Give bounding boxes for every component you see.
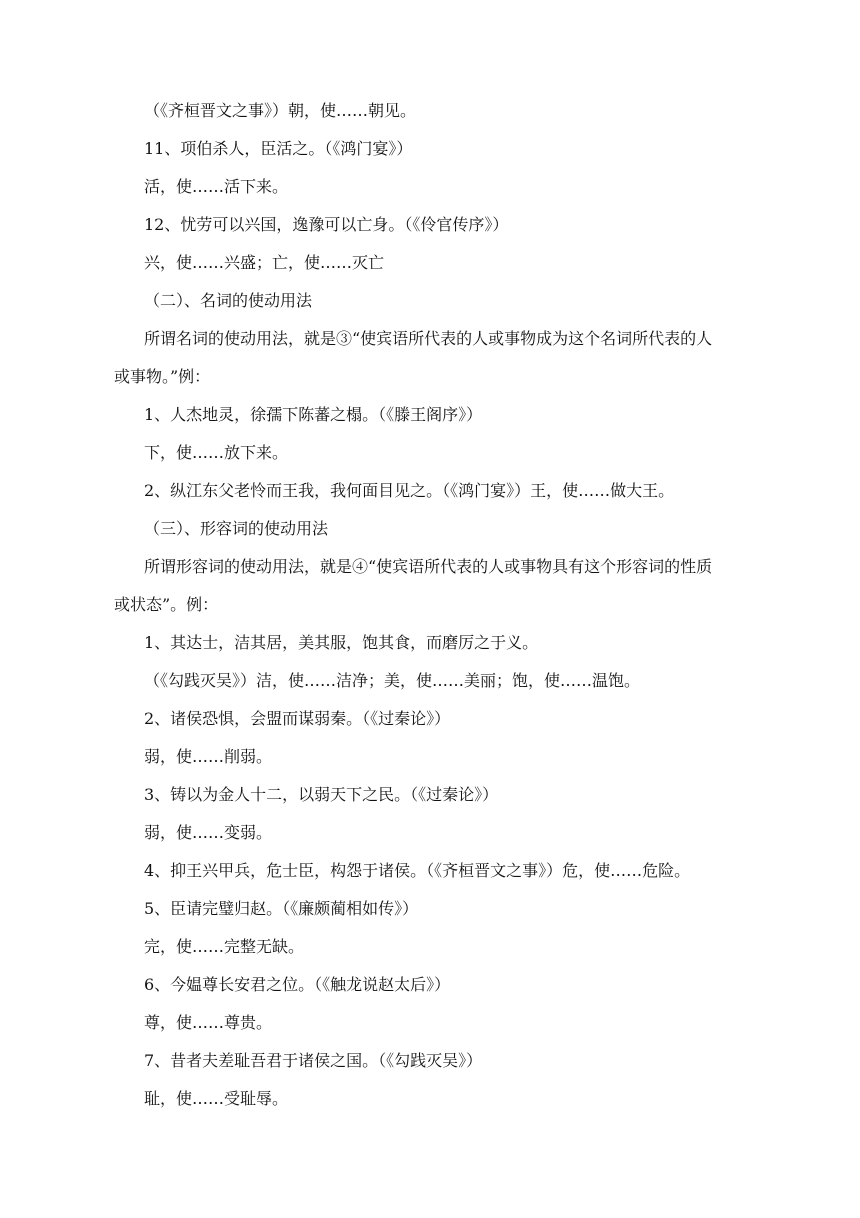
text-line: 2、纵江东父老怜而王我，我何面目见之。（《鸿门宴》）王，使……做大王。 [144,481,675,500]
text-line: 兴，使……兴盛；亡，使……灭亡 [144,253,385,272]
text-line: 弱，使……削弱。 [144,747,273,766]
text-line: （《勾践灭吴》）洁，使……洁净；美，使……美丽；饱，使……温饱。 [144,671,641,690]
text-line: 7、昔者夫差耻吾君于诸侯之国。（《勾践灭吴》） [144,1051,483,1070]
section-heading: （三）、形容词的使动用法 [144,519,329,538]
text-line: 完，使……完整无缺。 [144,937,305,956]
document-body [114,92,754,1118]
text-line: 活，使……活下来。 [144,177,289,196]
text-line: 或事物。”例： [114,367,211,386]
text-line: 6、今媪尊长安君之位。（《触龙说赵太后》） [144,975,451,994]
text-line: （《齐桓晋文之事》）朝，使……朝见。 [144,101,417,120]
text-line: 或状态”。例： [114,595,219,614]
text-line: 5、臣请完璧归赵。（《廉颇蔺相如传》） [144,899,419,918]
text-line: 2、诸侯恐惧，会盟而谋弱秦。（《过秦论》） [144,709,451,728]
text-line: 弱，使……变弱。 [144,823,273,842]
text-line: 下，使……放下来。 [144,443,289,462]
text-line: 1、其达士，洁其居，美其服，饱其食，而磨厉之于义。 [144,633,539,652]
text-line: 所谓形容词的使动用法，就是④“使宾语所代表的人或事物具有这个形容词的性质 [144,557,713,576]
text-line: 4、抑王兴甲兵，危士臣，构怨于诸侯。（《齐桓晋文之事》）危，使……危险。 [144,861,691,880]
text-line: 11、项伯杀人，臣活之。（《鸿门宴》） [144,139,413,158]
text-line: 3、铸以为金人十二，以弱天下之民。（《过秦论》） [144,785,499,804]
section-heading: （二）、名词的使动用法 [144,291,313,310]
text-line: 12、忧劳可以兴国，逸豫可以亡身。（《伶官传序》） [144,215,509,234]
text-line: 尊，使……尊贵。 [144,1013,273,1032]
text-line: 耻，使……受耻辱。 [144,1089,289,1108]
text-line: 1、人杰地灵，徐孺下陈蕃之榻。（《滕王阁序》） [144,405,483,424]
text-line: 所谓名词的使动用法，就是③“使宾语所代表的人或事物成为这个名词所代表的人 [144,329,713,348]
